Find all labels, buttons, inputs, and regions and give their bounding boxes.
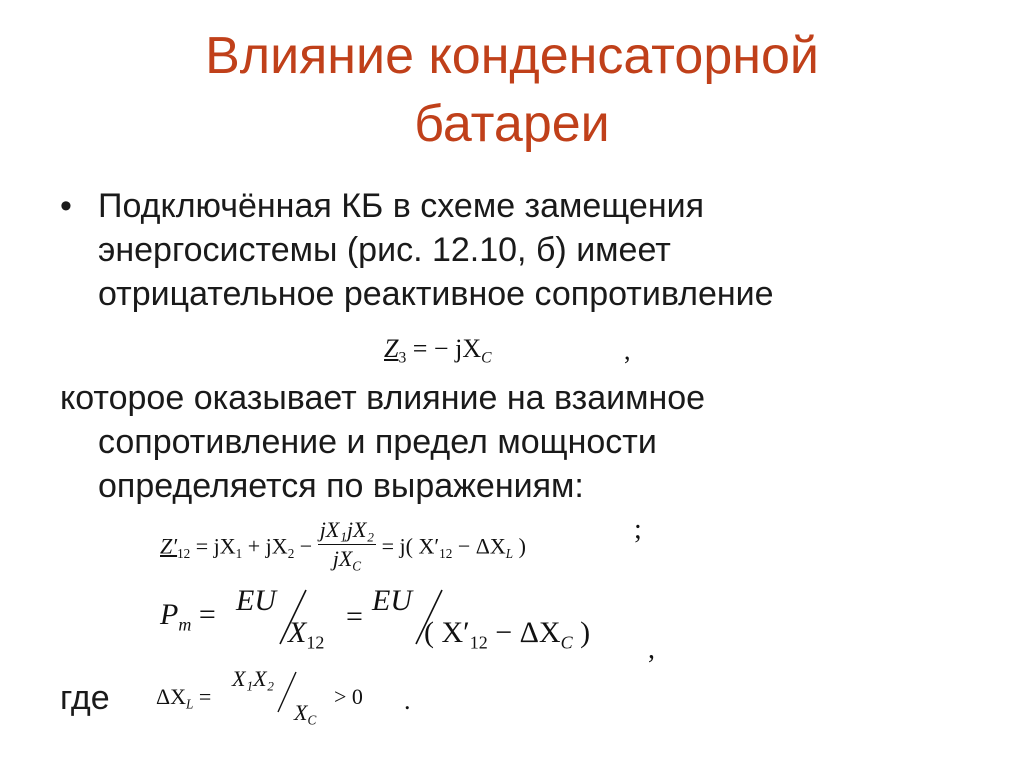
formula-z12-semicolon: ; xyxy=(634,514,642,545)
formula-dxl-delta: ΔX xyxy=(156,684,187,709)
formula-pm-den2-tail: − ΔX xyxy=(495,616,561,649)
formula-pm-p: P xyxy=(160,598,179,631)
formula-pm-num1: EU xyxy=(236,584,276,617)
para2-line-1: которое оказывает влияние на взаимное xyxy=(60,379,706,417)
formula-pm-den2-sub: 12 xyxy=(469,632,488,653)
formula-z12-term4-sub: 12 xyxy=(439,545,453,561)
bullet-line-2: энергосистемы (рис. 12.10, б) имеет xyxy=(98,231,671,269)
formula-pm-den2-close: ) xyxy=(580,616,591,649)
formula-pm-eq1: = xyxy=(198,598,216,631)
formula-dxl-lhs xyxy=(156,684,211,713)
formula-pm-den2-open: ( X′ xyxy=(424,616,470,649)
formula-z12-minus: − xyxy=(299,533,313,559)
slide-title xyxy=(0,22,1024,158)
formula-pm-p-sub: m xyxy=(178,614,192,635)
bullet-line-3: отрицательное реактивное сопротивление xyxy=(98,275,774,313)
formula-z3-rhs: = − jX xyxy=(412,334,482,363)
formula-pm-eq2-sign: = xyxy=(346,600,363,633)
bullet-line-1: Подключённая КБ в схеме замещения xyxy=(98,187,705,225)
formula-z12-term4: = j( X′ xyxy=(381,533,440,559)
formula-pm-den2 xyxy=(424,616,590,653)
formula-z12-fraction-num: jX₁jX₂ xyxy=(318,516,376,545)
formula-pm-den1-x: X xyxy=(288,616,307,649)
formula-z12-fraction xyxy=(318,516,376,581)
formula-z12-term5-sub: L xyxy=(505,545,514,561)
para2-line-3: определяется по выражениям: xyxy=(98,467,584,505)
formula-dxl-num: X₁X₂ xyxy=(232,666,275,691)
formula-z12-term1-sub: 1 xyxy=(235,545,243,561)
formula-pm-num2: EU xyxy=(372,584,412,617)
formula-pm-den1 xyxy=(288,616,324,653)
formula-z3-lhs: Z xyxy=(384,334,399,363)
bullet-marker: • xyxy=(60,187,72,225)
formula-pm-den2-tail-sub: C xyxy=(560,632,573,653)
formula-z12-fraction-den-sub: C xyxy=(352,558,362,574)
formula-pm-den1-sub: 12 xyxy=(306,632,325,653)
formula-dxl-sub: L xyxy=(186,696,194,712)
formula-z3-rhs-sub: C xyxy=(481,349,492,367)
formula-z3-lhs-sub: 3 xyxy=(398,349,407,367)
formula-z12-term2: + jX xyxy=(247,533,288,559)
formula-z12-fraction-den xyxy=(318,545,376,581)
formula-pm-eq2 xyxy=(346,600,363,634)
para2-line-2: сопротивление и предел мощности xyxy=(98,423,657,461)
formula-z12-lhs: Z′ xyxy=(160,533,178,559)
formula-z12 xyxy=(160,516,526,581)
formula-dxl-eq: = xyxy=(198,684,212,709)
where-label: где xyxy=(60,679,110,717)
formula-dxl-gt xyxy=(334,684,363,710)
formula-dxl-den-sub: C xyxy=(307,712,317,728)
formula-dxl-period: . xyxy=(404,686,411,715)
slide-title-line-2: батареи xyxy=(414,95,610,153)
formula-z3-comma: , xyxy=(624,336,631,365)
formula-dxl-gt-text: > 0 xyxy=(334,684,363,709)
formula-z12-lhs-sub: 12 xyxy=(177,545,191,561)
formula-z3 xyxy=(384,334,492,367)
formula-z12-term2-sub: 2 xyxy=(287,545,295,561)
slide-title-line-1: Влияние конденсаторной xyxy=(205,27,819,85)
formula-z12-close: ) xyxy=(518,533,526,559)
formula-z12-term1: = jX xyxy=(195,533,236,559)
formula-z12-term5: − ΔX xyxy=(457,533,506,559)
formula-z12-fraction-den-text: jX xyxy=(332,546,353,571)
formula-dxl-den-x: X xyxy=(294,700,308,725)
formula-dxl-den xyxy=(294,700,316,729)
formula-pm-lhs xyxy=(160,598,216,635)
formula-pm-comma: , xyxy=(648,634,655,665)
